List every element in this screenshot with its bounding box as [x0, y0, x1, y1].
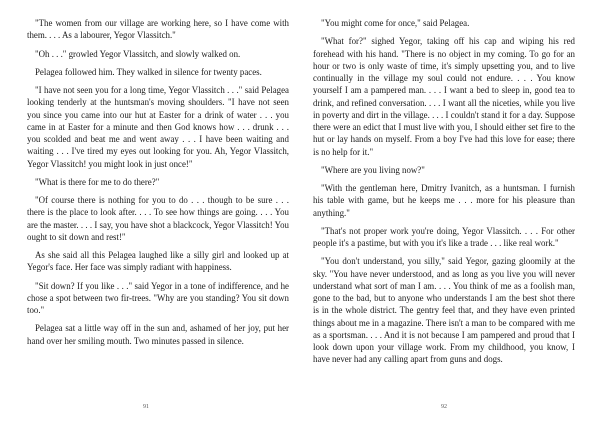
paragraph: As she said all this Pelagea laughed like a silly girl and looked up at Yegor's face. Her face was simply radiant with happiness. [27, 250, 289, 273]
paragraph: "What for?" sighed Yegor, taking off his cap and wiping his red forehead with his hand. "There is no object in my coming. To go for an hour or two is only waste of time, it's simply upsetting you, and to live continually in the village my soul could not endure. . . . You know yourself I am a pampered man. . . . I want a bed to sleep in, good tea to drink, and refined conversation. . . . I want all the niceties, while you live in poverty and dirt in the village. . . . I couldn't stand it for a day. Suppose there were an edict that I must live with you, I should either set fire to the hut or lay hands on myself. From a boy I've had this love for ease; there is no help for it." [313, 36, 575, 157]
paragraph: "I have not seen you for a long time, Yegor Vlassitch . . ." said Pelagea looking tenderly at the huntsman's moving shoulders. "I have not seen you since you came into our hut at Easter for a drink of water . . . you came in at Easter for a minute and then God knows how . . . drunk . . . you scolded and beat me and went away . . . I have been waiting and waiting . . . I've tired my eyes out looking for you. Ah, Yegor Vlassitch, Yegor Vlassitch! you might look in just once!" [27, 85, 289, 169]
right-page [300, 0, 600, 424]
paragraph: "Of course there is nothing for you to do . . . though to be sure . . . there is the place to look after. . . . To see how things are going. . . . You are the master. . . . I say, you have shot a blackcock, Yegor Vlassitch! You ought to sit down and rest!" [27, 195, 289, 242]
right-page-text [313, 17, 575, 372]
paragraph: "Oh . . ." growled Yegor Vlassitch, and slowly walked on. [35, 48, 241, 59]
paragraph: "With the gentleman here, Dmitry Ivanitch, as a huntsman. I furnish his table with game, but he keeps me . . . more for his pleasure than anything." [313, 183, 575, 218]
paragraph: "What is there for me to do there?" [35, 176, 160, 187]
paragraph: "Where are you living now?" [321, 164, 425, 175]
paragraph: "You don't understand, you silly," said Yegor, gazing gloomily at the sky. "You have never understood, and as long as you live you will never understand what sort of man I am. . . . You think of me as a foolish man, gone to the bad, but to anyone who understands I am the best shot there is in the whole district. The gentry feel that, and they have even printed things about me in a magazine. There isn't a man to be compared with me as a sportsman. . . . And it is not because I am pampered and proud that I look down upon your village work. From my childhood, you know, I have never had any calling apart from guns and dogs. [313, 256, 575, 365]
paragraph: Pelagea sat a little way off in the sun and, ashamed of her joy, put her hand over her smiling mouth. Two minutes passed in silence. [27, 323, 289, 346]
paragraph: Pelagea followed him. They walked in silence for twenty paces. [35, 66, 262, 77]
page-number-right: 92 [441, 404, 447, 410]
left-page-text [27, 17, 289, 353]
paragraph: "That's not proper work you're doing, Yegor Vlassitch. . . . For other people it's a pastime, but with you it's like a trade . . . like real work." [313, 225, 575, 248]
paragraph: "Sit down? If you like . . ." said Yegor in a tone of indifference, and he chose a spot between two fir-trees. "Why are you standing? You sit down too." [27, 280, 289, 315]
paragraph: "The women from our village are working here, so I have come with them. . . . As a labourer, Yegor Vlassitch." [27, 18, 289, 41]
page-number-left: 91 [143, 404, 149, 410]
paragraph: "You might come for once," said Pelagea. [321, 18, 470, 28]
